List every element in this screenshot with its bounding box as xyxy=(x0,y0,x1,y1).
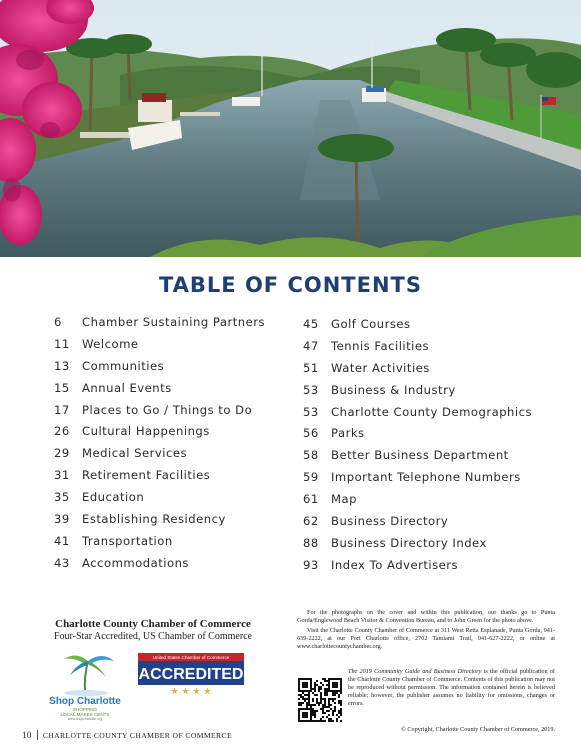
chamber-info xyxy=(44,618,262,642)
toc-section-label: Tennis Facilities xyxy=(331,338,430,353)
toc-section-label: Charlotte County Demographics xyxy=(331,404,533,419)
chamber-accreditation: Four-Star Accredited, US Chamber of Commerce xyxy=(53,631,253,642)
toc-entry[interactable] xyxy=(303,488,532,510)
toc-entry[interactable] xyxy=(303,444,532,466)
toc-entry[interactable] xyxy=(54,420,265,442)
toc-page-number: 53 xyxy=(303,382,319,397)
toc-section-label: Map xyxy=(331,492,357,507)
toc-page-number: 45 xyxy=(303,316,319,331)
toc-page-number: 39 xyxy=(54,511,70,526)
toc-entry[interactable] xyxy=(303,554,532,576)
toc-entry[interactable] xyxy=(303,335,532,357)
toc-section-label: Retirement Facilities xyxy=(82,468,211,483)
toc-section-label: Accommodations xyxy=(82,555,189,570)
toc-page-number: 88 xyxy=(303,535,319,550)
accredited-stars: ★ ★ ★ ★ xyxy=(170,687,212,695)
toc-entry[interactable] xyxy=(303,532,532,554)
toc-page-number: 62 xyxy=(303,513,319,528)
accredited-top-text: United States Chamber of Commerce xyxy=(152,655,230,660)
toc-page-number: 31 xyxy=(54,468,70,483)
toc-page-number: 56 xyxy=(303,426,319,441)
toc-page-number: 47 xyxy=(303,338,319,353)
toc-page-number: 13 xyxy=(54,358,70,373)
toc-page-number: 35 xyxy=(54,490,70,505)
toc-section-label: Parks xyxy=(331,426,365,441)
accredited-main-text: ACCREDITED xyxy=(138,666,244,683)
copyright-notice: © Copyright, Charlotte County Chamber of Commerce, 2019. xyxy=(401,726,555,733)
shop-logo-url: www.shopcharlotte.org xyxy=(67,717,103,721)
toc-entry[interactable] xyxy=(54,486,265,508)
toc-page-number: 59 xyxy=(303,470,319,485)
visit-info: Visit the Charlotte County Chamber of Commerce at 311 West Retta Esplanade, Punta Gorda, 941-639-2222, at our Port Charlotte office, 2702 Tamiami Trail, 941-627-2222, or online at www.charlottecountychamber.org. xyxy=(297,627,555,650)
toc-page-number: 51 xyxy=(303,360,319,375)
toc-section-label: Business Directory Index xyxy=(331,535,487,550)
shop-logo-line2: SHOPPING xyxy=(72,707,98,712)
toc-section-label: Chamber Sustaining Partners xyxy=(82,314,266,329)
toc-entry[interactable] xyxy=(54,355,265,377)
page-number: 10 xyxy=(22,730,32,740)
toc-page-number: 11 xyxy=(54,336,70,351)
toc-entry[interactable] xyxy=(54,377,265,399)
toc-page-number: 61 xyxy=(303,492,319,507)
toc-left-column xyxy=(54,311,265,574)
toc-section-label: Business Directory xyxy=(331,513,449,528)
qr-code xyxy=(298,678,342,722)
toc-section-label: Water Activities xyxy=(331,360,430,375)
toc-entry[interactable] xyxy=(54,442,265,464)
toc-section-label: Medical Services xyxy=(82,446,187,461)
publication-title: The 2019 Community Guide and Business Directory xyxy=(348,668,482,675)
toc-section-label: Places to Go / Things to Do xyxy=(82,402,253,417)
toc-page-number: 53 xyxy=(303,404,319,419)
toc-section-label: Better Business Department xyxy=(331,448,509,463)
toc-entry[interactable] xyxy=(303,357,532,379)
toc-section-label: Index To Advertisers xyxy=(331,557,459,572)
toc-page-number: 29 xyxy=(54,446,70,461)
toc-section-label: Welcome xyxy=(82,336,139,351)
toc-entry[interactable] xyxy=(54,464,265,486)
toc-page-number: 41 xyxy=(54,533,70,548)
toc-section-label: Education xyxy=(82,490,145,505)
toc-page-number: 26 xyxy=(54,424,70,439)
toc-entry[interactable] xyxy=(54,508,265,530)
credits-block xyxy=(297,609,555,653)
toc-page-number: 17 xyxy=(54,402,70,417)
toc-page-number: 6 xyxy=(54,314,62,329)
toc-entry[interactable] xyxy=(303,401,532,423)
toc-entry[interactable] xyxy=(54,530,265,552)
toc-entry[interactable] xyxy=(303,313,532,335)
page-title: TABLE OF CONTENTS xyxy=(158,273,423,297)
toc-entry[interactable] xyxy=(54,333,265,355)
toc-entry[interactable] xyxy=(54,311,265,333)
toc-section-label: Annual Events xyxy=(82,380,172,395)
toc-section-label: Golf Courses xyxy=(331,316,411,331)
shop-charlotte-logo xyxy=(48,649,122,721)
page-footer xyxy=(22,730,232,740)
shop-logo-line3: LOCAL MAKES CENTS xyxy=(60,712,110,717)
toc-page-number: 58 xyxy=(303,448,319,463)
photo-credit: For the photographs on the cover and within this publication, our thanks go to Punta Gorda/Englewood Beach Visitor & Convention Bureau, and to John Green for the photo above. xyxy=(297,609,555,624)
toc-section-label: Business & Industry xyxy=(331,382,456,397)
toc-entry[interactable] xyxy=(303,466,532,488)
publication-notice xyxy=(348,668,555,708)
toc-entry[interactable] xyxy=(303,379,532,401)
toc-page-number: 93 xyxy=(303,557,319,572)
shop-logo-title: Shop Charlotte xyxy=(49,696,121,707)
toc-section-label: Important Telephone Numbers xyxy=(331,470,521,485)
accredited-badge xyxy=(138,653,244,695)
footer-separator xyxy=(37,730,38,740)
chamber-name: Charlotte County Chamber of Commerce xyxy=(55,618,251,630)
publication-text: is the official publication of the Charlotte County Chamber of Commerce. Contents of this publication may not be reproduced without permission. The information contained herein is believed reliable; however, the publisher assumes no liability for omissions, changes or errors. xyxy=(348,668,555,707)
toc-page-number: 15 xyxy=(54,380,70,395)
toc-entry[interactable] xyxy=(54,552,265,574)
cover-photo-canal xyxy=(0,0,581,257)
toc-section-label: Cultural Happenings xyxy=(82,424,210,439)
toc-section-label: Transportation xyxy=(82,533,173,548)
toc-page-number: 43 xyxy=(54,555,70,570)
toc-section-label: Communities xyxy=(82,358,165,373)
toc-section-label: Establishing Residency xyxy=(82,511,226,526)
toc-right-column xyxy=(303,313,532,576)
toc-entry[interactable] xyxy=(54,399,265,421)
toc-entry[interactable] xyxy=(303,422,532,444)
footer-publication: CHARLOTTE COUNTY CHAMBER OF COMMERCE xyxy=(42,730,233,740)
toc-entry[interactable] xyxy=(303,510,532,532)
